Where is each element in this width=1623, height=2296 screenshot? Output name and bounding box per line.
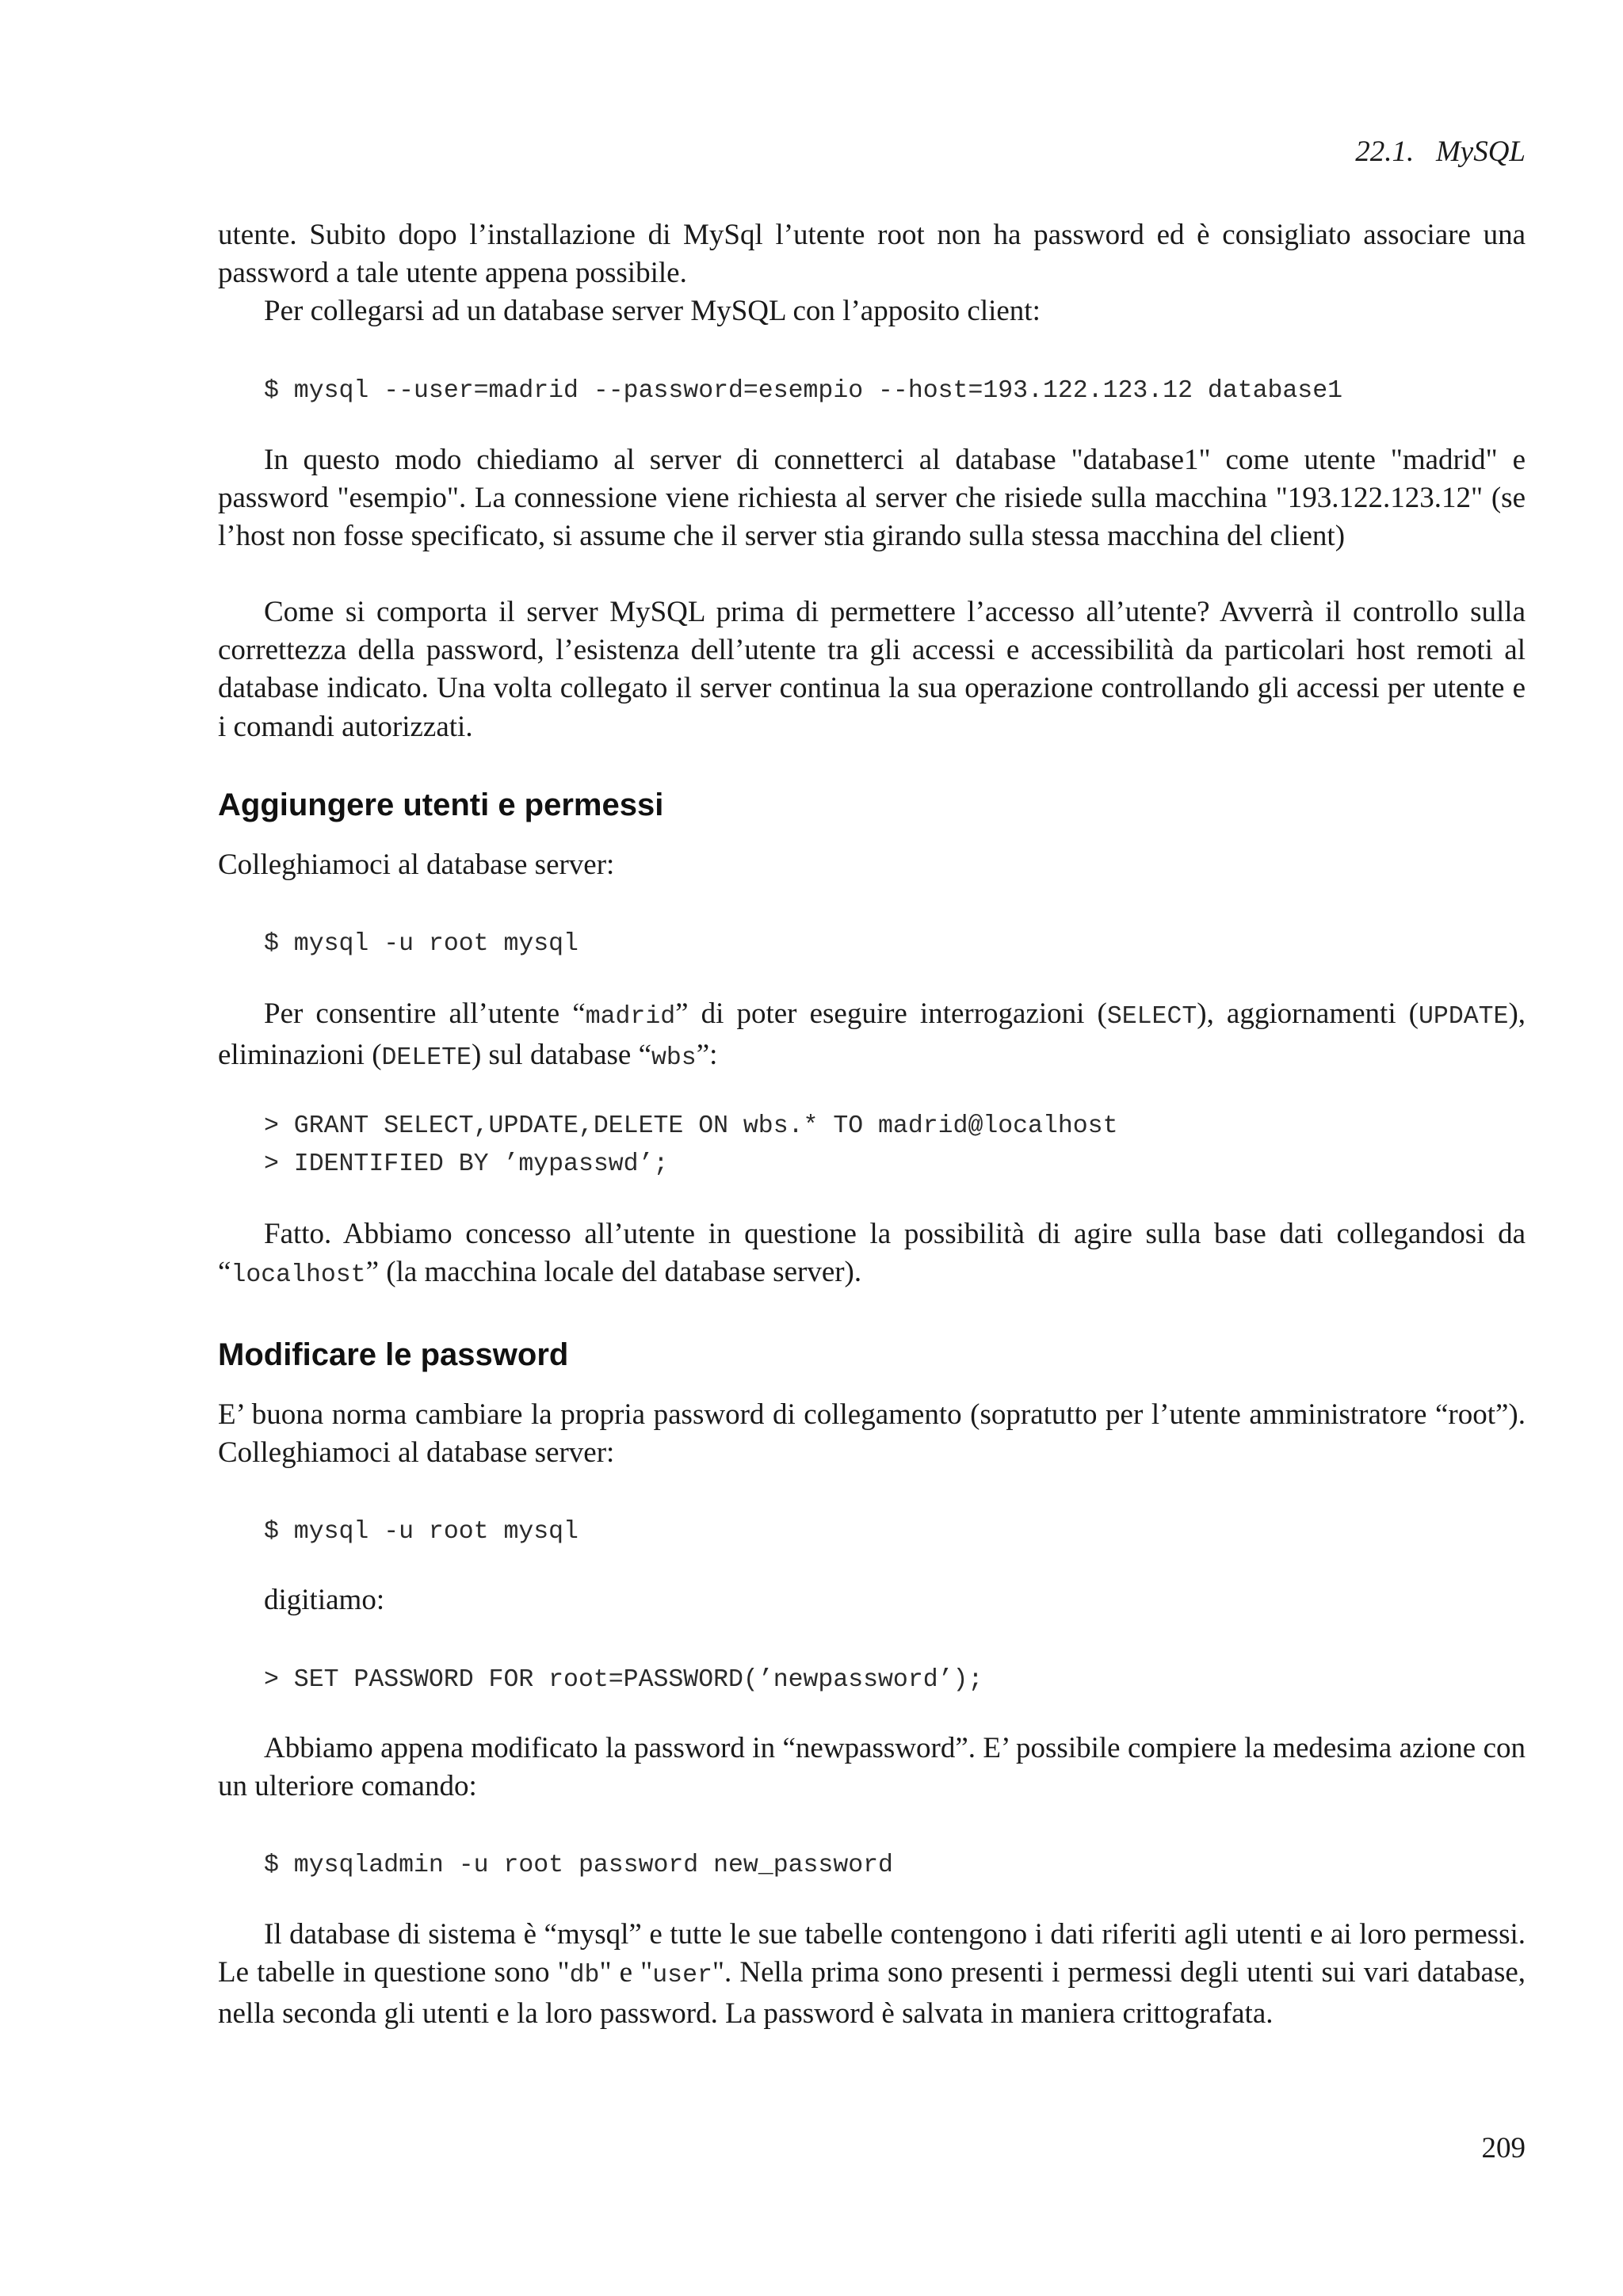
code-mysql-connect: $ mysql --user=madrid --password=esempio --host=193.122.123.12 database1 [264,377,1343,405]
inline-code-db: db [569,1962,600,1990]
paragraph-system-database: Il database di sistema è “mysql” e tutte le sue tabelle contengono i dati riferiti agli utenti e ai loro permessi. Le tabelle in questione sono "db" e "user". Nella prima sono presenti i permessi degli utenti sui vari database, nella seconda gli utenti e la loro password. La password è salvata in maniera crittografata. [218,1918,1526,2031]
inline-code-madrid: madrid [585,1003,676,1031]
paragraph-password-changed: Abbiamo appena modificato la password in “newpassword”. E’ possibile compiere la medesima azione con un ulteriore comando: [218,1732,1526,1803]
paragraph-server-behavior: Come si comporta il server MySQL prima di permettere l’accesso all’utente? Avverrà il controllo sulla correttezza della password, l’esistenza dell’utente tra gli accessi e accessibilità da particolari host remoti al database indicato. Una volta collegato il server continua la sua operazione controllando gli accessi per utente e i comandi autorizzati. [218,596,1526,743]
running-header [1355,133,1526,171]
paragraph-connection-explanation: In questo modo chiediamo al server di connetterci al database "database1" come utente "madrid" e password "esempio". La connessione viene richiesta al server che risiede sulla macchina "193.122.123.12" (se l’host non fosse specificato, si assume che il server stia girando sulla stessa macchina del client) [218,444,1526,553]
code-mysql-root-2: $ mysql -u root mysql [264,1518,579,1546]
code-mysqladmin: $ mysqladmin -u root password new_password [264,1852,893,1879]
inline-code-update: UPDATE [1419,1003,1509,1031]
code-grant-statement: > GRANT SELECT,UPDATE,DELETE ON wbs.* TO madrid@localhost > IDENTIFIED BY ’mypasswd’; [264,1112,1118,1178]
inline-code-localhost: localhost [231,1261,366,1290]
paragraph-grant-result: Fatto. Abbiamo concesso all’utente in questione la possibilità di agire sulla base dati collegandosi da “localhost” (la macchina locale del database server). [218,1218,1526,1290]
paragraph-connect-db: Colleghiamoci al database server: [218,849,615,881]
section-number: 22.1. [1355,135,1415,168]
heading-add-users: Aggiungere utenti e permessi [218,788,664,822]
paragraph-change-password-intro: E’ buona norma cambiare la propria password di collegamento (sopratutto per l’utente amministratore “root”). Colleghiamoci al database server: [218,1398,1526,1470]
paragraph-type: digitiamo: [264,1584,385,1616]
inline-code-delete: DELETE [381,1044,472,1073]
section-title: MySQL [1435,135,1526,168]
inline-code-user: user [652,1962,712,1990]
inline-code-select: SELECT [1106,1003,1197,1031]
paragraph-connect-intro: Per collegarsi ad un database server MySQL con l’apposito client: [264,295,1041,327]
heading-change-password: Modificare le password [218,1337,569,1372]
paragraph-intro: utente. Subito dopo l’installazione di MySql l’utente root non ha password ed è consigliato associare una password a tale utente appena possibile. [218,219,1526,290]
inline-code-wbs: wbs [651,1044,697,1073]
code-mysql-root: $ mysql -u root mysql [264,930,579,958]
paragraph-grant-intro: Per consentire all’utente “madrid” di poter eseguire interrogazioni (SELECT), aggiornamenti (UPDATE), eliminazioni (DELETE) sul database “wbs”: [218,997,1526,1073]
page-number: 209 [1481,2132,1526,2164]
code-set-password: > SET PASSWORD FOR root=PASSWORD(’newpassword’); [264,1666,983,1694]
